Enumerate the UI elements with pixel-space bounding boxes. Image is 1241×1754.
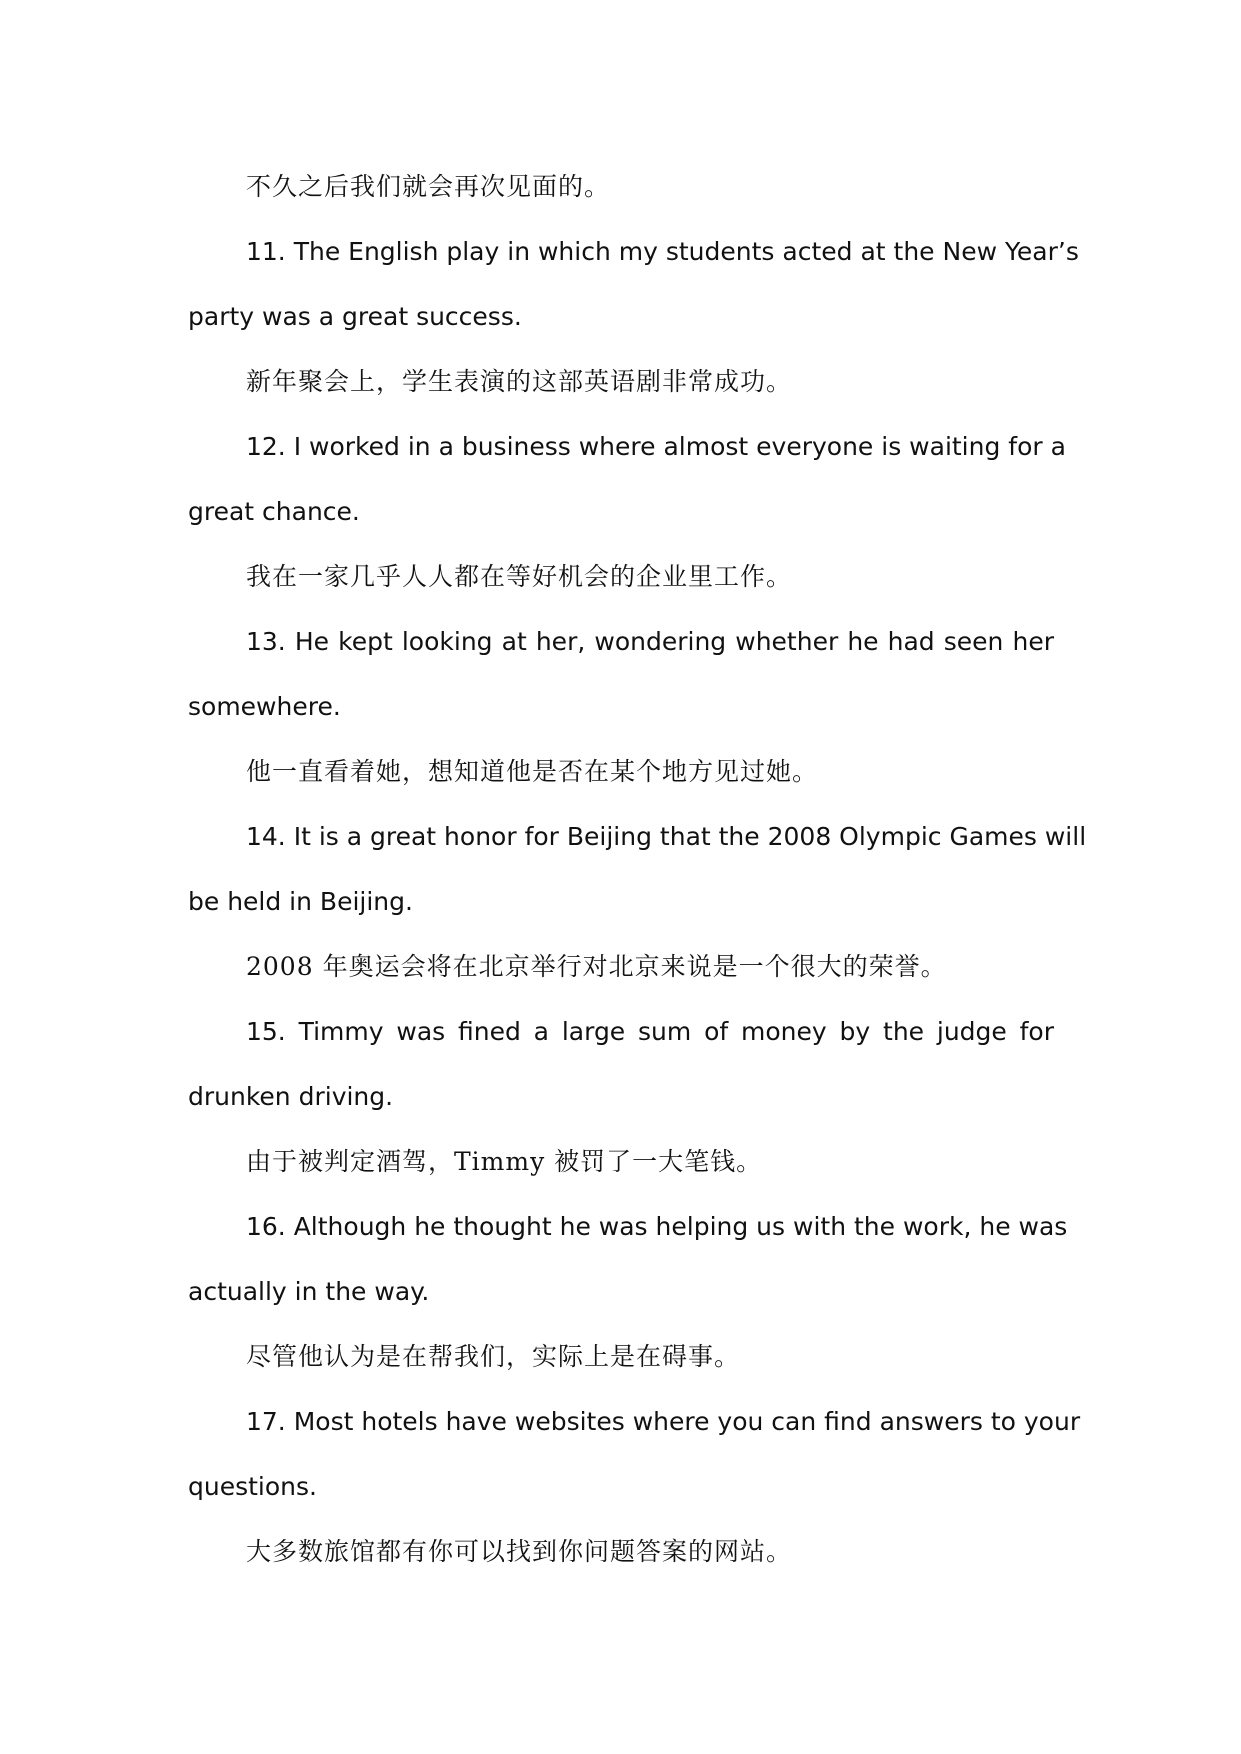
translation-line-11: 新年聚会上，学生表演的这部英语剧非常成功。: [246, 367, 793, 396]
sentence-11-line-1: 11. The English play in which my students acted at the New Year’s: [246, 237, 1079, 266]
document-body: [188, 154, 1087, 1584]
translation-line-12: 我在一家几乎人人都在等好机会的企业里工作。: [246, 562, 793, 591]
translation-line-10: 不久之后我们就会再次见面的。: [246, 172, 611, 201]
sentence-16-line-1: 16. Although he thought he was helping us with the work, he was: [246, 1212, 1068, 1241]
translation-line-15: 由于被判定酒驾，Timmy 被罚了一大笔钱。: [246, 1147, 763, 1176]
translation-line-16: 尽管他认为是在帮我们，实际上是在碍事。: [246, 1342, 741, 1371]
sentence-16-line-2: actually in the way.: [188, 1277, 430, 1306]
sentence-17-line-2: questions.: [188, 1472, 317, 1501]
sentence-12-line-1: 12. I worked in a business where almost everyone is waiting for a: [246, 432, 1066, 461]
translation-line-17: 大多数旅馆都有你可以找到你问题答案的网站。: [246, 1537, 793, 1566]
sentence-15-line-2: drunken driving.: [188, 1082, 394, 1111]
sentence-13-line-1: 13. He kept looking at her, wondering whether he had seen her: [246, 627, 1054, 656]
sentence-15-line-1: 15. Timmy was fined a large sum of money by the judge for: [246, 1017, 1054, 1046]
sentence-14-line-1: 14. It is a great honor for Beijing that the 2008 Olympic Games will: [246, 822, 1087, 851]
sentence-14-line-2: be held in Beijing.: [188, 887, 413, 916]
translation-line-14: 2008 年奥运会将在北京举行对北京来说是一个很大的荣誉。: [246, 952, 947, 981]
sentence-11-line-2: party was a great success.: [188, 302, 522, 331]
sentence-13-line-2: somewhere.: [188, 692, 341, 721]
sentence-12-line-2: great chance.: [188, 497, 360, 526]
translation-line-13: 他一直看着她，想知道他是否在某个地方见过她。: [246, 757, 819, 786]
sentence-17-line-1: 17. Most hotels have websites where you can find answers to your: [246, 1407, 1081, 1436]
